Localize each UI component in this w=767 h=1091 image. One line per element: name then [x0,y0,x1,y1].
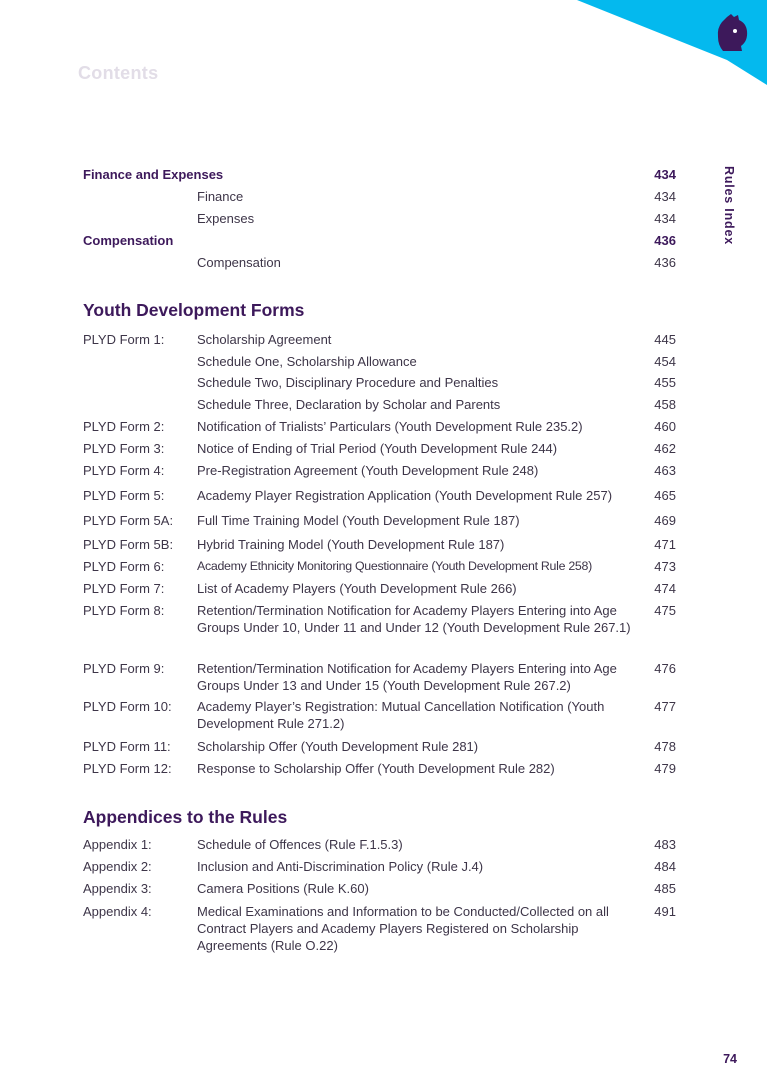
toc-entry-label: PLYD Form 9: [83,661,165,676]
toc-entry-title: Hybrid Training Model (Youth Development Rule 187) [197,537,505,552]
toc-entry-page: 478 [654,739,676,754]
toc-entry-page: 436 [654,233,676,248]
toc-entry-title: Notice of Ending of Trial Period (Youth Development Rule 244) [197,441,558,456]
toc-entry-title: Notification of Trialists’ Particulars (Youth Development Rule 235.2) [197,419,583,434]
toc-entry-title: Academy Player Registration Application (Youth Development Rule 257) [197,488,613,503]
toc-entry-page: 491 [654,904,676,919]
toc-entry-title: Scholarship Offer (Youth Development Rule 281) [197,739,479,754]
toc-entry-page: 474 [654,581,676,596]
toc-entry-title: Pre-Registration Agreement (Youth Development Rule 248) [197,463,539,478]
toc-entry-page: 477 [654,699,676,714]
toc-entry-title: Full Time Training Model (Youth Development Rule 187) [197,513,520,528]
toc-entry-label: PLYD Form 3: [83,441,165,456]
toc-entry-title: Academy Player’s Registration: Mutual Cancellation Notification (Youth Development Rule 271.2) [197,699,605,731]
toc-entry-title: Finance [197,189,244,204]
toc-entry-page: 454 [654,354,676,369]
toc-entry-title: Schedule Three, Declaration by Scholar and Parents [197,397,501,412]
toc-entry-label: PLYD Form 6: [83,559,165,574]
toc-entry-page: 462 [654,441,676,456]
toc-entry-page: 465 [654,488,676,503]
toc-entry-label: Compensation [83,233,174,248]
toc-entry-page: 434 [654,211,676,226]
toc-entry-title: List of Academy Players (Youth Development Rule 266) [197,581,517,596]
toc-entry-title: Academy Ethnicity Monitoring Questionnaire (Youth Development Rule 258) [197,559,592,573]
toc-entry-title: Schedule Two, Disciplinary Procedure and Penalties [197,375,499,390]
toc-entry-title: Compensation [197,255,281,270]
toc-entry-page: 455 [654,375,676,390]
toc-entry-label: PLYD Form 7: [83,581,165,596]
toc-entry-label: Finance and Expenses [83,167,224,182]
toc-entry-label: PLYD Form 8: [83,603,165,618]
toc-entry-label: Appendix 2: [83,859,152,874]
toc-entry-page: 479 [654,761,676,776]
toc-entry-title: Expenses [197,211,255,226]
toc-entry-page: 463 [654,463,676,478]
toc-entry-label: PLYD Form 11: [83,739,171,754]
toc-entry-page: 475 [654,603,676,618]
toc-entry-label: PLYD Form 5: [83,488,165,503]
toc-entry-page: 436 [654,255,676,270]
toc-entry-label: PLYD Form 5A: [83,513,174,528]
toc-entry-page: 460 [654,419,676,434]
rules-index-side-label: Rules Index [722,166,736,245]
toc-entry-page: 485 [654,881,676,896]
toc-entry-label: Appendix 3: [83,881,152,896]
toc-entry-title: Response to Scholarship Offer (Youth Development Rule 282) [197,761,555,776]
toc-entry-label: PLYD Form 2: [83,419,165,434]
toc-entry-page: 458 [654,397,676,412]
toc-entry-page: 434 [654,189,676,204]
section-heading-youth-forms: Youth Development Forms [83,300,305,320]
toc-entry-page: 473 [654,559,676,574]
toc-entry-page: 484 [654,859,676,874]
toc-entry-title: Camera Positions (Rule K.60) [197,881,369,896]
toc-entry-label: PLYD Form 10: [83,699,172,714]
toc-entry-page: 434 [654,167,676,182]
toc-entry-title: Inclusion and Anti-Discrimination Policy (Rule J.4) [197,859,484,874]
toc-entry-page: 476 [654,661,676,676]
section-heading-appendices: Appendices to the Rules [83,807,288,827]
toc-entry-title: Scholarship Agreement [197,332,332,347]
toc-entry-page: 483 [654,837,676,852]
toc-entry-title: Schedule of Offences (Rule F.1.5.3) [197,837,403,852]
toc-entry-title: Schedule One, Scholarship Allowance [197,354,417,369]
toc-entry-label: PLYD Form 1: [83,332,165,347]
toc-entry-label: PLYD Form 5B: [83,537,174,552]
premier-league-lion-icon [715,14,749,52]
toc-entry-page: 471 [654,537,676,552]
toc-entry-page: 469 [654,513,676,528]
toc-entry-title: Retention/Termination Notification for Academy Players Entering into Age Groups Under 13 and Under 15 (Youth Development Rule 267.2) [197,661,617,693]
toc-entry-label: PLYD Form 4: [83,463,165,478]
toc-entry-page: 445 [654,332,676,347]
toc-entry-label: Appendix 1: [83,837,152,852]
page-number: 74 [723,1052,737,1066]
toc-entry-label: PLYD Form 12: [83,761,172,776]
contents-title: Contents [78,63,159,83]
toc-entry-label: Appendix 4: [83,904,152,919]
toc-entry-title: Medical Examinations and Information to be Conducted/Collected on all Contract Players and Academy Players Registered on Scholarship Agreements (Rule O.22) [197,904,609,953]
toc-entry-title: Retention/Termination Notification for Academy Players Entering into Age Groups Under 10, Under 11 and Under 12 (Youth Development Rule 267.1) [197,603,631,635]
